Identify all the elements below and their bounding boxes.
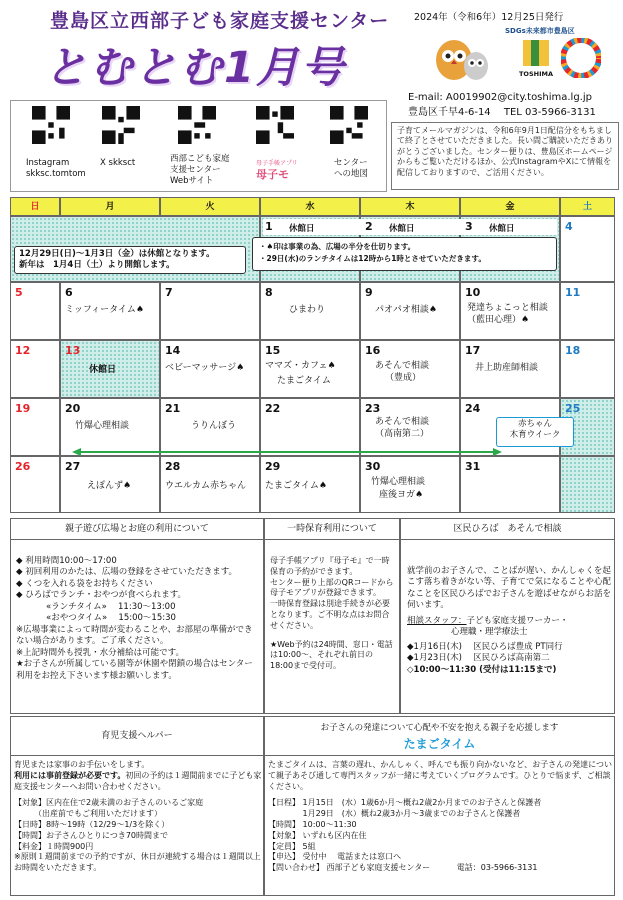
boshimo-qr-icon[interactable] [256,106,294,144]
day-header-sun: 日 [10,197,60,216]
calendar [10,197,615,513]
kumin-title: 区民ひろば あそんで相談 [400,518,615,540]
mail-magazine-notice: 子育てメールマガジンは、令和6年9月1日配信分をもちまして終了とさせていただきました。長い間ご購読いただきありがとうございました。センター便りは、豊島区ホームページからもご覧いただけるほか、公式InstagramやXにて情報を配信しておりますので、ご活用ください。 [391,122,619,190]
issue-date: 2024年（令和6年）12月25日発行 [414,12,564,23]
calendar-cell-11: 11 [560,282,615,340]
address-tel: 豊島区千早4-6-14 TEL 03-5966-3131 [408,107,596,118]
qr-label-instagram: Instagram skksc.tomtom [26,158,86,180]
day-header-mon: 月 [60,197,160,216]
day-header-tue: 火 [160,197,260,216]
calendar-cell-26: 26 [10,456,60,513]
sdgs-caption: SDGs未来都市豊島区 [505,27,575,35]
owl-mascot-logo [432,30,492,82]
calendar-cell-empty [560,456,615,513]
holiday-notice: 12月29日(日)～1月3日（金）は休館となります。 新年は 1月4日（土）より開館します。 [14,246,246,274]
sdgs-logo [499,22,617,88]
calendar-cell-29: 29 たまごタイム♠ [260,456,360,513]
wood-week-banner: 赤ちゃん 木育ウイーク [496,417,574,447]
day-header-sat: 土 [560,197,615,216]
contact-info [408,90,596,120]
toshima-logo-icon [521,38,551,68]
tamago-header-box [264,716,615,756]
qr-label-map: センター への地図 [334,158,369,180]
calendar-cell-4: 4 [560,216,615,282]
day-header-wed: 水 [260,197,360,216]
toshima-text: TOSHIMA [519,70,553,78]
map-qr-icon[interactable] [330,106,368,144]
spade-notice: ・♠印は事業の為、広場の半分を仕切ります。 ・29日(水)のランチタイムは12時から1時とさせていただきます。 [252,237,557,271]
helper-title: 育児支援ヘルパー [10,716,264,756]
calendar-cell-31: 31 [460,456,560,513]
calendar-cell-24: 24 [460,398,560,456]
calendar-cell-15: 15 ママズ・カフェ♠ たまごタイム [260,340,360,398]
calendar-cell-9: 9 パオパオ相談♠ [360,282,460,340]
calendar-cell-18: 18 [560,340,615,398]
calendar-cell-30: 30 竹爆心理相談 座後ヨガ♠ [360,456,460,513]
calendar-cell-6: 6 ミッフィータイム♠ [60,282,160,340]
tamago-header: お子さんの発達について心配や不安を抱える親子を応援します [320,723,559,733]
calendar-cell-20: 20 竹爆心理相談 [60,398,160,456]
calendar-cell-7: 7 [160,282,260,340]
calendar-cell-10: 10 発達ちょこっと相談 （藍田心理）♠ [460,282,560,340]
newsletter-title: とむとむ1月号 [44,43,346,93]
calendar-cell-14: 14 ベビーマッサージ♠ [160,340,260,398]
calendar-cell-17: 17 井上助産師相談 [460,340,560,398]
day-header-thu: 木 [360,197,460,216]
qr-label-x: X skksct [100,158,136,168]
calendar-cell-28: 28 ウエルカム赤ちゃん [160,456,260,513]
calendar-cell-19: 19 [10,398,60,456]
calendar-cell-12: 12 [10,340,60,398]
kumin-body: 就学前のお子さんで、ことばが遅い、かんしゃくを起こす落ち着きがない等、子育てで気になることや心配なことを区民ひろばでお子さんを遊ばせながらお話を伺います。 相談スタッフ：子ども家庭支援ワーカー・ 心理職・理学療法士 ◆1月16日(木) 区民ひろば豊成 PT同行 ◆1月23日(木) 区民ひろば高南第二 ◇10:00～11:30 (受付は11:15まで) [407,566,612,675]
qr-label-boshimo: 母子手帳アプリ 母子モ [256,160,298,181]
org-name: 豊島区立西部子ども家庭支援センター [50,10,390,32]
calendar-cell-16: 16 あそんで相談 （豊成） [360,340,460,398]
website-qr-icon[interactable] [178,106,216,144]
calendar-cell-25: 25 [560,398,615,456]
qr-label-website: 西部こども家庭 支援センター Webサイト [170,154,230,187]
calendar-cell-13: 13 休館日 [60,340,160,398]
instagram-qr-icon[interactable] [32,106,70,144]
x-qr-icon[interactable] [102,106,140,144]
hiroba-body: ◆ 利用時間10:00～17:00 ◆ 初回利用のかたは、広場の登録をさせていただきます。 ◆ くつを入れる袋をお持ちください ◆ ひろばでランチ・おやつが食べられます。 «ランチタイム» 11:30～13:00 «おやつタイム» 15:00～15:30 ※広場事業によって時間が変わることや、お部屋の準備ができない場合があります。ご了承ください。 ※上記時間外も授乳・水分補給は可能です。 ★お子さんが所属している園等が休園や閉鎖の場合はセンター利用をお控え下さいます様お願いします。 [16,556,253,681]
sdgs-wheel-icon [561,38,601,78]
row1-number-band: 1 休館日 2 休館日 3 休館日 [263,219,557,235]
day-header-fri: 金 [460,197,560,216]
helper-body: 育児または家事のお手伝いをします。 利用には事前登録が必要です。初回の予約は１週間前までに子ども家庭支援センターへお問い合わせください。 【対象】区内在住で2歳未満のお子さんのいるご家庭 （出産前でもご利用いただけます） 【日時】8時～19時（12/29～1/3を除く） 【時間】お子さんひとりにつき70時間まで 【料金】１時間900円 ※原則１週間前までの予約ですが、休日が連続する場合は１週間以上お時間をいただきます。 [14,760,262,873]
calendar-cell-27: 27 えぽんず♠ [60,456,160,513]
ichiji-title: 一時保育利用について [264,518,400,540]
ichiji-body: 母子手帳アプリ『母子モ』で一時保育の予約ができます。 センター便り上部のQRコードから母子モアプリが登録できます。 一時保育登録は別途手続きが必要となります。ご不明な点はお問合せください。 ★Web予約は24時間、窓口・電話は10:00～、それぞれ前日の18:00まで受付可。 [270,556,394,671]
calendar-cell-5: 5 [10,282,60,340]
calendar-cell-21: 21 うりんぼう [160,398,260,456]
tamago-title: たまごタイム [403,737,476,751]
calendar-cell-22: 22 [260,398,360,456]
calendar-cell-8: 8 ひまわり [260,282,360,340]
hiroba-title: 親子遊び広場とお庭の利用について [10,518,264,540]
calendar-cell-23: 23 あそんで相談 （高南第二） [360,398,460,456]
tamago-body: たまごタイムは、言葉の遅れ、かんしゃく、呼んでも振り向かないなど、お子さんの発達について親子あそび通して専門スタッフが一緒に考えていくプログラムです。ひとりで悩まず、ご相談ください。 【日程】 1月15日 (水）1歳6か月～概ね2歳2か月までのお子さんと保護者 1月29日 (水）概ね2歳3か月～3歳までのお子さんと保護者 【時間】 10:00～11:30 【対象】 いずれも区内在住 【定員】 5組 【申込】 受付中 電話または窓口へ 【問い合わせ】 西部子ども家庭支援センター 電話：03-5966-3131 [268,760,612,873]
email-address[interactable]: E-mail: A0019902@city.toshima.lg.jp [408,92,592,103]
